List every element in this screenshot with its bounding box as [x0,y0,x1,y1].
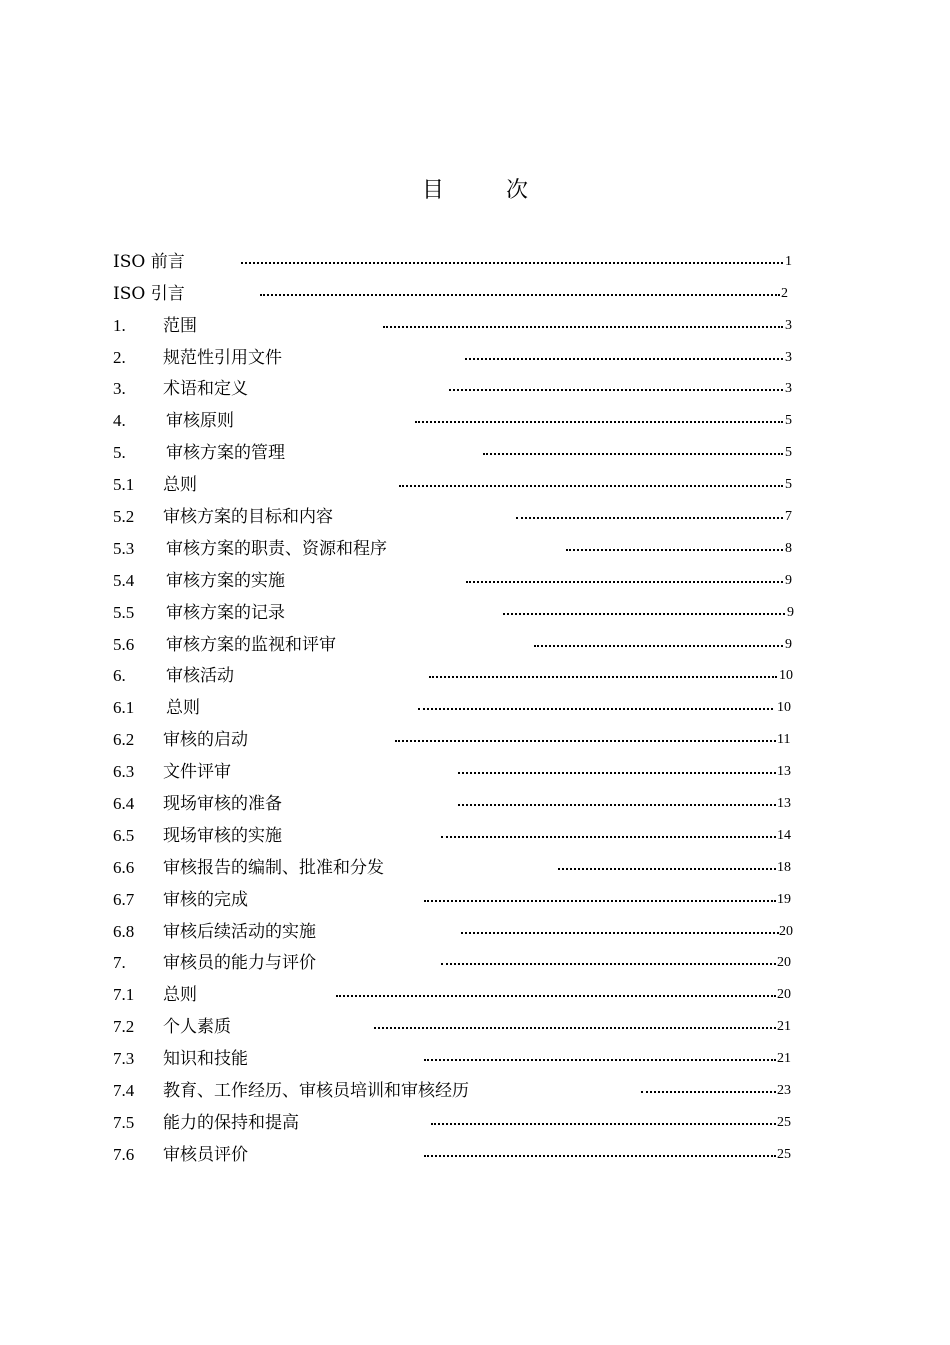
toc-entry-label: 总则 [163,985,197,1006]
toc-entry[interactable] [113,623,803,655]
toc-entry-label: 审核的启动 [163,730,248,751]
toc-entry[interactable] [113,304,803,336]
toc-entry-page-number: 3 [785,317,792,333]
toc-dot-leader [383,326,783,328]
toc-dot-leader [424,1155,776,1157]
toc-entry[interactable] [113,655,803,687]
toc-entry-label: 总则 [163,475,197,496]
toc-entry-page-number: 23 [777,1083,791,1099]
toc-dot-leader [461,932,779,934]
toc-dot-leader [424,900,776,902]
toc-dot-leader [399,485,783,487]
toc-entry-number: 6.7 [113,889,135,909]
toc-entry-number: 6.3 [113,762,135,782]
toc-dot-leader [516,517,783,519]
toc-entry[interactable] [113,399,803,431]
toc-dot-leader [424,1059,776,1061]
toc-dot-leader [466,581,783,583]
toc-entry-label: 审核报告的编制、批准和分发 [163,857,384,878]
toc-entry-page-number: 9 [785,636,792,652]
toc-entry-page-number: 18 [777,859,791,875]
toc-entry-number: 3. [113,379,126,399]
toc-entry-page-number: 5 [785,445,792,461]
toc-entry-label: 审核员评价 [163,1144,248,1165]
toc-entry-page-number: 10 [777,700,791,716]
toc-entry[interactable] [113,910,803,942]
toc-entry-page-number: 25 [777,1146,791,1162]
toc-entry[interactable] [113,973,803,1005]
toc-entry[interactable] [113,750,803,782]
toc-entry[interactable] [113,431,803,463]
toc-entry[interactable] [113,591,803,623]
toc-entry-number: 7.3 [113,1049,135,1069]
toc-entry-page-number: 13 [777,764,791,780]
toc-entry-number: 7.4 [113,1081,135,1101]
toc-entry-page-number: 20 [777,987,791,1003]
toc-entry-page-number: 9 [787,604,794,620]
toc-entry-label: 个人素质 [163,1017,231,1038]
toc-entry-number: 4. [113,411,126,431]
toc-entry-label: 审核的完成 [163,889,248,910]
toc-entry-page-number: 21 [777,1019,791,1035]
toc-entry-page-number: 7 [785,509,792,525]
toc-entry[interactable] [113,336,803,368]
toc-entry-number: 7.2 [113,1017,135,1037]
toc-entry-label: 现场审核的实施 [163,825,282,846]
toc-dot-leader [534,645,783,647]
toc-entry-page-number: 25 [777,1114,791,1130]
toc-entry[interactable] [113,1069,803,1101]
toc-dot-leader [374,1027,776,1029]
toc-entry-page-number: 2 [781,285,788,301]
toc-entry-label: 知识和技能 [163,1049,248,1070]
toc-entry-page-number: 13 [777,796,791,812]
toc-entry-page-number: 3 [785,381,792,397]
toc-entry[interactable] [113,718,803,750]
title-char-2: 次 [506,178,529,203]
toc-entry[interactable] [113,814,803,846]
toc-entry[interactable] [113,942,803,974]
toc-entry-number: 7.6 [113,1144,135,1164]
toc-entry[interactable] [113,1133,803,1165]
toc-entry[interactable] [113,495,803,527]
toc-entry[interactable] [113,782,803,814]
toc-entry-label: 审核方案的目标和内容 [163,507,333,528]
toc-dot-leader [483,453,783,455]
toc-dot-leader [465,358,783,360]
toc-entry-label: 规范性引用文件 [163,347,282,368]
toc-entry-label: 审核员的能力与评价 [163,953,316,974]
toc-entry-label: 审核原则 [166,411,234,432]
toc-entry-number: 6. [113,666,126,686]
toc-entry-number: 6.6 [113,857,135,877]
toc-entry-page-number: 14 [777,827,791,843]
toc-entry[interactable] [113,368,803,400]
toc-dot-leader [641,1091,776,1093]
toc-entry[interactable] [113,846,803,878]
toc-entry-label: 现场审核的准备 [163,794,282,815]
toc-entry[interactable] [113,527,803,559]
toc-dot-leader [395,740,776,742]
toc-entry-label: 审核方案的监视和评审 [166,634,336,655]
toc-entry-number: 5.1 [113,475,135,495]
toc-entry-label: 审核方案的管理 [166,443,285,464]
toc-entry-page-number: 1 [785,253,792,269]
toc-entry-label: 教育、工作经历、审核员培训和审核经历 [163,1081,469,1102]
toc-entry-number: 6.4 [113,794,135,814]
toc-entry[interactable] [113,686,803,718]
toc-entry-number: 5.5 [113,602,135,622]
toc-entry-label: ISO 前言 [113,251,185,272]
toc-entry-page-number: 19 [777,891,791,907]
table-of-contents [113,240,803,1165]
toc-entry-label: 审核活动 [166,666,234,687]
toc-entry-number: 5.2 [113,507,135,527]
toc-entry-number: 7.1 [113,985,135,1005]
title-char-1: 目 [421,178,444,203]
toc-entry-number: 6.1 [113,698,135,718]
toc-entry-label: 审核方案的记录 [166,602,285,623]
toc-dot-leader [558,868,776,870]
toc-entry[interactable] [113,463,803,495]
toc-dot-leader [415,421,783,423]
toc-dot-leader [566,549,783,551]
toc-entry-label: 范围 [163,315,197,336]
toc-entry-number: 6.5 [113,825,135,845]
toc-dot-leader [458,804,776,806]
toc-entry-label: 文件评审 [163,762,231,783]
toc-entry[interactable] [113,272,803,304]
toc-entry-page-number: 11 [777,732,791,748]
toc-entry-number: 6.2 [113,730,135,750]
toc-entry-label: ISO 引言 [113,283,185,304]
toc-dot-leader [336,995,776,997]
toc-dot-leader [441,836,776,838]
toc-entry-number: 5.3 [113,538,135,558]
page-title [0,173,950,204]
toc-entry-number: 2. [113,347,126,367]
toc-entry-number: 6.8 [113,921,135,941]
toc-dot-leader [449,389,783,391]
toc-entry[interactable] [113,559,803,591]
toc-dot-leader [458,772,776,774]
toc-entry-page-number: 21 [777,1051,791,1067]
toc-entry-label: 审核后续活动的实施 [163,921,316,942]
toc-entry-number: 7. [113,953,126,973]
toc-entry-label: 能力的保持和提高 [163,1112,299,1133]
toc-entry-number: 5. [113,443,126,463]
toc-entry-page-number: 10 [779,668,793,684]
toc-dot-leader [503,613,785,615]
toc-entry-label: 术语和定义 [163,379,248,400]
toc-entry-label: 审核方案的职责、资源和程序 [166,538,387,559]
toc-dot-leader [241,262,783,264]
toc-entry-page-number: 5 [785,413,792,429]
toc-entry[interactable] [113,1037,803,1069]
toc-dot-leader [441,963,776,965]
toc-entry-number: 5.6 [113,634,135,654]
toc-dot-leader [429,676,777,678]
toc-entry-label: 审核方案的实施 [166,570,285,591]
toc-entry-number: 7.5 [113,1112,135,1132]
toc-entry-page-number: 9 [785,572,792,588]
toc-dot-leader [431,1123,776,1125]
toc-entry-number: 5.4 [113,570,135,590]
toc-entry-page-number: 20 [779,923,793,939]
toc-entry-page-number: 5 [785,477,792,493]
toc-dot-leader [260,294,780,296]
toc-entry-number: 1. [113,315,126,335]
toc-entry-label: 总则 [166,698,200,719]
toc-entry[interactable] [113,878,803,910]
toc-entry-page-number: 3 [785,349,792,365]
toc-entry-page-number: 20 [777,955,791,971]
toc-entry[interactable] [113,1101,803,1133]
toc-entry-page-number: 8 [785,540,792,556]
toc-entry[interactable] [113,1005,803,1037]
toc-entry[interactable] [113,240,803,272]
toc-dot-leader [418,708,773,710]
